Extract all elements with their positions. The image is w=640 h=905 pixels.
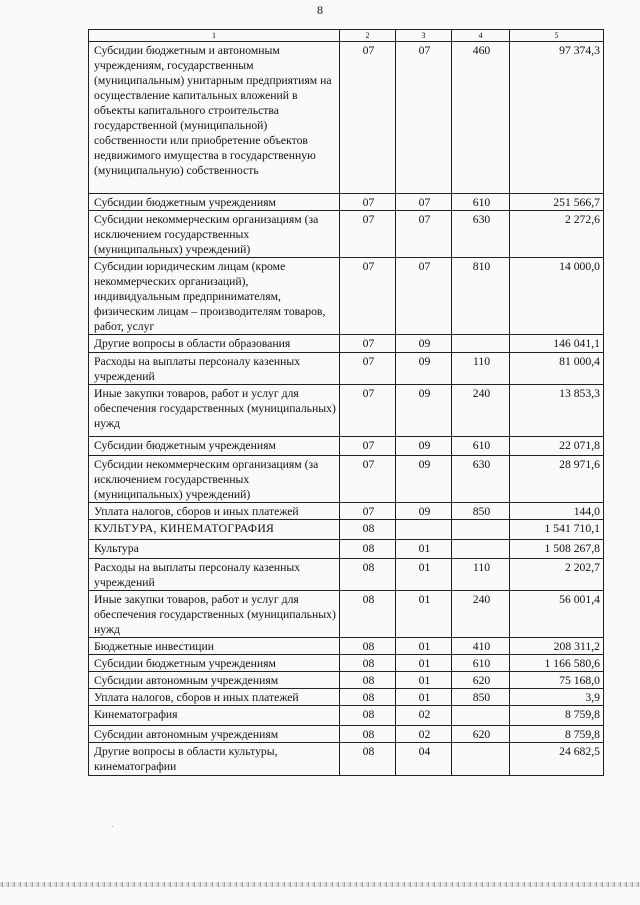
cell-vr: 850 (452, 689, 510, 706)
cell-rz: 08 (340, 706, 396, 726)
cell-name: Бюджетные инвестиции (89, 638, 340, 655)
cell-name: Уплата налогов, сборов и иных платежей (89, 503, 340, 520)
cell-name: КУЛЬТУРА, КИНЕМАТОГРАФИЯ (89, 520, 340, 540)
cell-sum: 1 541 710,1 (510, 520, 604, 540)
cell-sum: 75 168,0 (510, 672, 604, 689)
header-col-3: 3 (396, 30, 452, 42)
cell-pr: 09 (396, 456, 452, 503)
cell-rz: 08 (340, 743, 396, 776)
cell-vr: 410 (452, 638, 510, 655)
table-row (89, 591, 604, 638)
cell-rz: 08 (340, 540, 396, 559)
cell-sum: 8 759,8 (510, 706, 604, 726)
table-row (89, 726, 604, 743)
cell-sum: 56 001,4 (510, 591, 604, 638)
cell-rz: 07 (340, 503, 396, 520)
cell-sum: 14 000,0 (510, 258, 604, 335)
cell-sum: 251 566,7 (510, 194, 604, 211)
cell-vr: 240 (452, 591, 510, 638)
cell-pr: 04 (396, 743, 452, 776)
header-col-1: 1 (89, 30, 340, 42)
cell-name: Иные закупки товаров, работ и услуг для обеспечения государственных (муниципальных) нужд (89, 385, 340, 437)
header-row (89, 30, 604, 42)
cell-name: Расходы на выплаты персоналу казенных учреждений (89, 353, 340, 385)
cell-name: Субсидии бюджетным учреждениям (89, 194, 340, 211)
cell-pr: 01 (396, 540, 452, 559)
table-row (89, 689, 604, 706)
page-number: 8 (317, 3, 323, 17)
cell-pr: 09 (396, 503, 452, 520)
cell-sum: 24 682,5 (510, 743, 604, 776)
cell-rz: 07 (340, 335, 396, 353)
cell-pr: 09 (396, 353, 452, 385)
header-col-5: 5 (510, 30, 604, 42)
cell-vr: 610 (452, 194, 510, 211)
cell-sum: 22 071,8 (510, 437, 604, 456)
header-col-2: 2 (340, 30, 396, 42)
table-row (89, 706, 604, 726)
budget-table (88, 29, 604, 776)
table-row (89, 503, 604, 520)
scan-dot (112, 826, 113, 827)
cell-name: Кинематография (89, 706, 340, 726)
cell-pr: 09 (396, 385, 452, 437)
table-row (89, 211, 604, 258)
cell-rz: 07 (340, 258, 396, 335)
cell-vr: 810 (452, 258, 510, 335)
cell-vr: 630 (452, 456, 510, 503)
cell-rz: 07 (340, 385, 396, 437)
cell-pr: 07 (396, 211, 452, 258)
header-col-4: 4 (452, 30, 510, 42)
cell-vr: 110 (452, 353, 510, 385)
cell-rz: 08 (340, 689, 396, 706)
cell-name: Культура (89, 540, 340, 559)
table-row (89, 194, 604, 211)
table-row (89, 385, 604, 437)
cell-vr: 620 (452, 726, 510, 743)
table-row (89, 655, 604, 672)
cell-rz: 08 (340, 726, 396, 743)
cell-sum: 8 759,8 (510, 726, 604, 743)
scan-edge-artifact (0, 882, 640, 887)
table-row (89, 540, 604, 559)
cell-rz: 07 (340, 456, 396, 503)
cell-name: Другие вопросы в области образования (89, 335, 340, 353)
cell-pr: 02 (396, 726, 452, 743)
cell-pr: 01 (396, 559, 452, 591)
cell-sum: 97 374,3 (510, 42, 604, 194)
cell-vr (452, 335, 510, 353)
cell-name: Субсидии автономным учреждениям (89, 726, 340, 743)
cell-name: Субсидии автономным учреждениям (89, 672, 340, 689)
cell-pr: 09 (396, 437, 452, 456)
cell-vr (452, 743, 510, 776)
cell-rz: 08 (340, 672, 396, 689)
cell-pr: 07 (396, 42, 452, 194)
table-row (89, 520, 604, 540)
table-row (89, 258, 604, 335)
table-row (89, 335, 604, 353)
table-row (89, 353, 604, 385)
cell-pr: 01 (396, 638, 452, 655)
cell-rz: 08 (340, 591, 396, 638)
cell-rz: 08 (340, 559, 396, 591)
table-row (89, 437, 604, 456)
cell-vr: 620 (452, 672, 510, 689)
cell-sum: 146 041,1 (510, 335, 604, 353)
cell-pr: 01 (396, 689, 452, 706)
table-row (89, 638, 604, 655)
cell-name: Субсидии некоммерческим организациям (за исключением государственных (муниципальных) учреждений) (89, 211, 340, 258)
cell-name: Уплата налогов, сборов и иных платежей (89, 689, 340, 706)
cell-pr: 01 (396, 655, 452, 672)
cell-sum: 3,9 (510, 689, 604, 706)
cell-name: Другие вопросы в области культуры, кинематографии (89, 743, 340, 776)
cell-sum: 81 000,4 (510, 353, 604, 385)
cell-pr (396, 520, 452, 540)
cell-vr: 850 (452, 503, 510, 520)
table-row (89, 559, 604, 591)
cell-pr: 07 (396, 194, 452, 211)
cell-vr (452, 520, 510, 540)
cell-sum: 1 166 580,6 (510, 655, 604, 672)
cell-rz: 08 (340, 638, 396, 655)
cell-sum: 2 272,6 (510, 211, 604, 258)
cell-vr: 610 (452, 655, 510, 672)
cell-vr: 110 (452, 559, 510, 591)
cell-rz: 07 (340, 211, 396, 258)
table-row (89, 456, 604, 503)
cell-name: Субсидии некоммерческим организациям (за исключением государственных (муниципальных) учреждений) (89, 456, 340, 503)
cell-sum: 28 971,6 (510, 456, 604, 503)
cell-rz: 08 (340, 520, 396, 540)
cell-vr: 630 (452, 211, 510, 258)
cell-vr: 610 (452, 437, 510, 456)
cell-name: Субсидии бюджетным учреждениям (89, 655, 340, 672)
cell-sum: 13 853,3 (510, 385, 604, 437)
cell-name: Субсидии бюджетным и автономным учреждениям, государственным (муниципальным) унитарным предприятиям на осуществление капитальных вложений в объекты капитального строительства государственной (муниципальной) собственности или приобретение объектов недвижимого имущества в государственную (муниципальную) собственность (89, 42, 340, 194)
cell-pr: 02 (396, 706, 452, 726)
cell-rz: 07 (340, 194, 396, 211)
table-row (89, 42, 604, 194)
table-row (89, 743, 604, 776)
cell-sum: 208 311,2 (510, 638, 604, 655)
cell-rz: 08 (340, 655, 396, 672)
table-row (89, 672, 604, 689)
cell-pr: 01 (396, 672, 452, 689)
cell-pr: 07 (396, 258, 452, 335)
cell-sum: 144,0 (510, 503, 604, 520)
cell-sum: 1 508 267,8 (510, 540, 604, 559)
cell-pr: 01 (396, 591, 452, 638)
cell-rz: 07 (340, 42, 396, 194)
cell-sum: 2 202,7 (510, 559, 604, 591)
cell-name: Субсидии бюджетным учреждениям (89, 437, 340, 456)
cell-vr: 460 (452, 42, 510, 194)
cell-name: Расходы на выплаты персоналу казенных учреждений (89, 559, 340, 591)
cell-vr (452, 540, 510, 559)
cell-vr: 240 (452, 385, 510, 437)
cell-rz: 07 (340, 353, 396, 385)
cell-name: Иные закупки товаров, работ и услуг для обеспечения государственных (муниципальных) нужд (89, 591, 340, 638)
cell-rz: 07 (340, 437, 396, 456)
table-body (89, 42, 604, 776)
cell-name: Субсидии юридическим лицам (кроме некоммерческих организаций), индивидуальным предпринимателям, физическим лицам – производителям товаров, работ, услуг (89, 258, 340, 335)
cell-pr: 09 (396, 335, 452, 353)
cell-vr (452, 706, 510, 726)
